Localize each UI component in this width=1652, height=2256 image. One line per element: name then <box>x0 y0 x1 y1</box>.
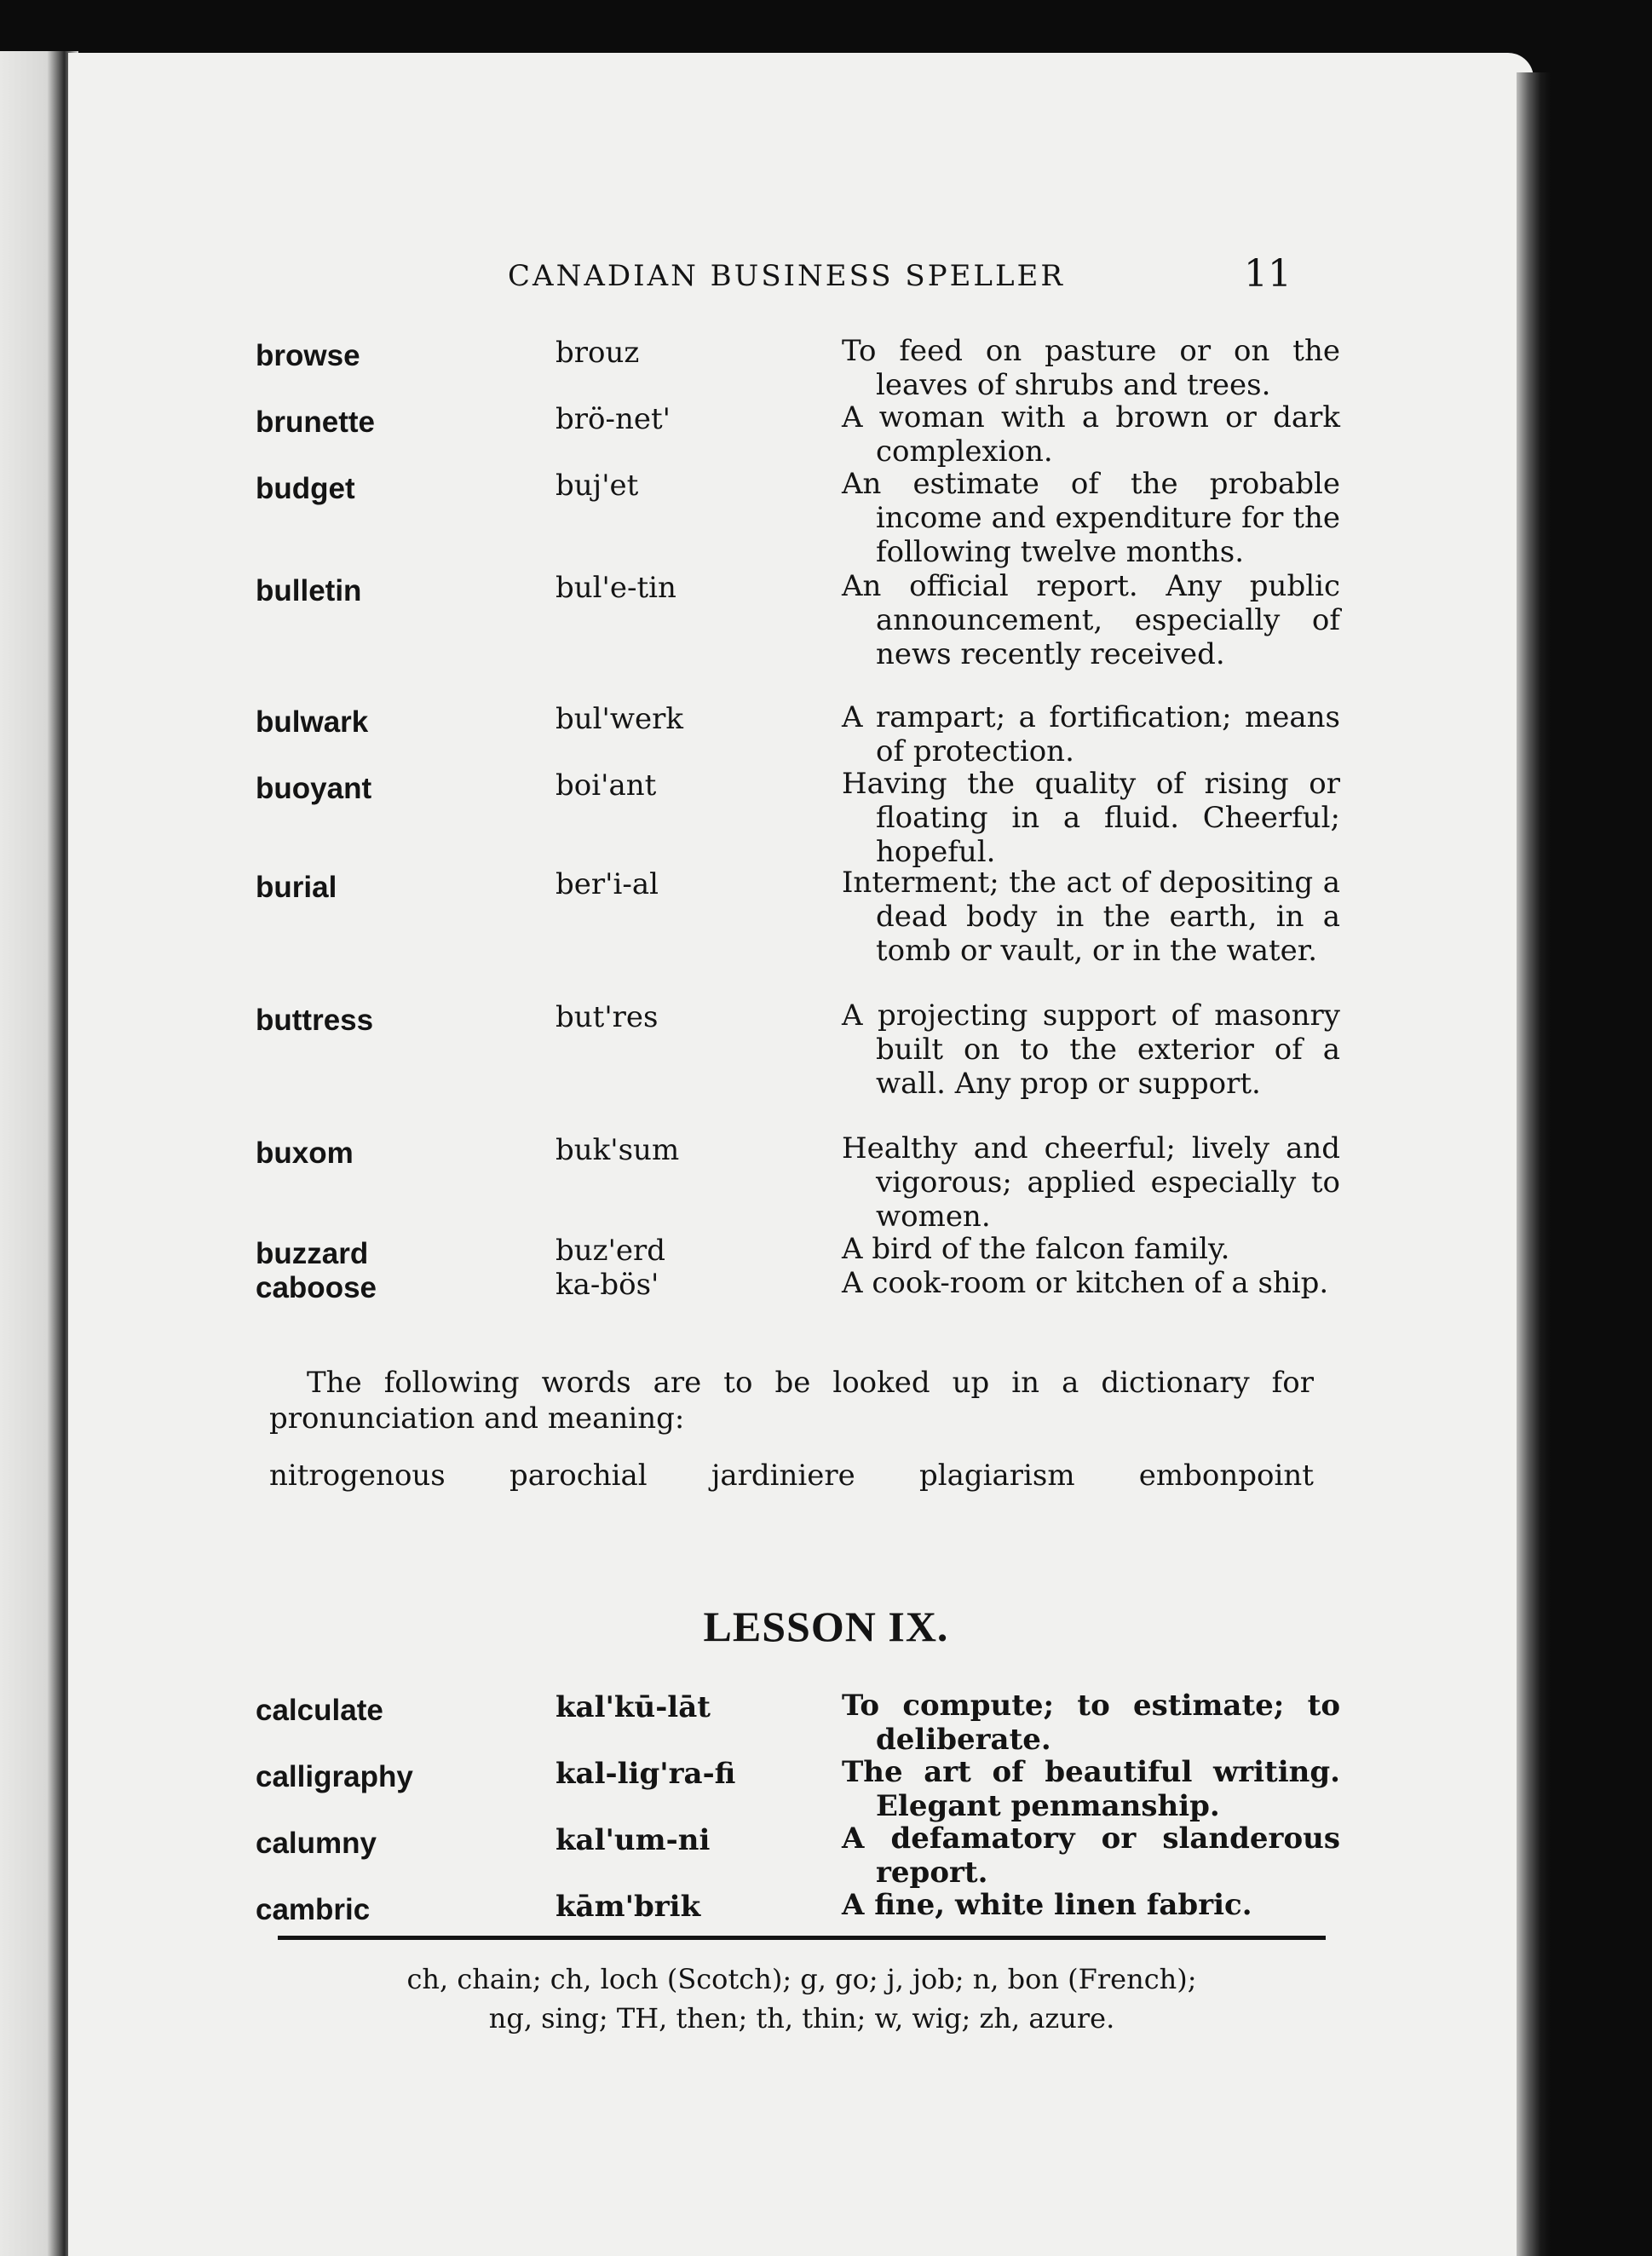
running-head: CANADIAN BUSINESS SPELLER <box>508 259 1065 293</box>
page-header <box>508 252 1292 303</box>
entry-definition: A cook-room or kitchen of a ship. <box>842 1266 1329 1300</box>
entry-definition: Interment; the act of depositing a dead body in the earth, in a tomb or vault, or in the water. <box>842 866 1340 968</box>
entry-definition: The art of beautiful writing. Elegant penmanship. <box>842 1755 1340 1823</box>
lookup-word: jardiniere <box>711 1459 855 1493</box>
entry-definition: A rampart; a fortification; means of protection. <box>842 700 1340 768</box>
footer-rule <box>278 1936 1326 1940</box>
entry-definition: An official report. Any public announcement, especially of news recently received. <box>842 569 1340 671</box>
entry-pronunciation: brö-net' <box>555 402 671 436</box>
entry-pronunciation: but'res <box>555 1000 659 1034</box>
entry-pronunciation: kal'um-ni <box>555 1823 711 1857</box>
entry-word: burial <box>256 871 337 904</box>
entry-definition: Healthy and cheerful; lively and vigorous; applied especially to women. <box>842 1131 1340 1234</box>
entry-definition: A woman with a brown or dark complexion. <box>842 400 1340 469</box>
entry-word: brunette <box>256 406 375 439</box>
entry-word: cambric <box>256 1893 371 1926</box>
entry-pronunciation: brouz <box>555 336 640 370</box>
entry-pronunciation: bul'werk <box>555 702 683 736</box>
entry-definition: A defamatory or slanderous report. <box>842 1821 1340 1890</box>
entry-definition: An estimate of the probable income and expenditure for the following twelve months. <box>842 467 1340 569</box>
entry-word: buzzard <box>256 1237 369 1270</box>
entry-definition: A bird of the falcon family. <box>842 1232 1230 1266</box>
page-number: 11 <box>1244 252 1292 296</box>
pronunciation-key-line: ch, chain; ch, loch (Scotch); g, go; j, job; n, bon (French); <box>406 1963 1197 1995</box>
entry-pronunciation: ber'i-al <box>555 867 659 901</box>
entry-definition: To compute; to estimate; to deliberate. <box>842 1689 1340 1757</box>
entry-word: bulletin <box>256 574 362 607</box>
entry-pronunciation: kām'brik <box>555 1890 701 1924</box>
entry-definition: To feed on pasture or on the leaves of shrubs and trees. <box>842 334 1340 402</box>
entry-word: buxom <box>256 1137 354 1170</box>
entry-pronunciation: bul'e-tin <box>555 571 676 605</box>
entry-word: calculate <box>256 1694 383 1727</box>
pronunciation-key <box>278 1960 1326 2038</box>
entry-word: budget <box>256 472 355 505</box>
book-gutter <box>0 51 78 2256</box>
lesson-title: LESSON IX. <box>703 1603 949 1650</box>
lookup-word: nitrogenous <box>269 1459 446 1493</box>
entry-word: buoyant <box>256 772 372 805</box>
entry-pronunciation: buk'sum <box>555 1133 680 1167</box>
entry-word: calumny <box>256 1827 377 1860</box>
entry-pronunciation: buz'erd <box>555 1234 666 1268</box>
entry-word: browse <box>256 339 360 372</box>
lookup-word: parochial <box>509 1459 648 1493</box>
lookup-word-list <box>269 1459 1314 1493</box>
entry-pronunciation: kal'kū-lāt <box>555 1690 711 1724</box>
entry-pronunciation: buj'et <box>555 469 639 503</box>
entry-definition: A projecting support of masonry built on to the exterior of a wall. Any prop or support. <box>842 999 1340 1101</box>
lookup-word: plagiarism <box>918 1459 1075 1493</box>
pronunciation-key-line: ng, sing; TH, then; th, thin; w, wig; zh, azure. <box>488 2002 1115 2034</box>
entry-word: calligraphy <box>256 1760 413 1793</box>
entry-word: bulwark <box>256 705 369 739</box>
entry-definition: A fine, white linen fabric. <box>842 1888 1252 1922</box>
entry-definition: Having the quality of rising or floating in a fluid. Cheerful; hopeful. <box>842 767 1340 869</box>
entry-word: caboose <box>256 1271 377 1304</box>
instructions-text: The following words are to be looked up in a dictionary for pronunciation and meaning: <box>269 1366 1314 1436</box>
entry-pronunciation: boi'ant <box>555 768 657 803</box>
lookup-word: embonpoint <box>1138 1459 1314 1493</box>
entry-pronunciation: kal-lig'ra-fi <box>555 1757 736 1791</box>
page-edge <box>1517 72 1551 2256</box>
entry-word: buttress <box>256 1004 374 1037</box>
entry-pronunciation: ka-bös' <box>555 1268 659 1302</box>
